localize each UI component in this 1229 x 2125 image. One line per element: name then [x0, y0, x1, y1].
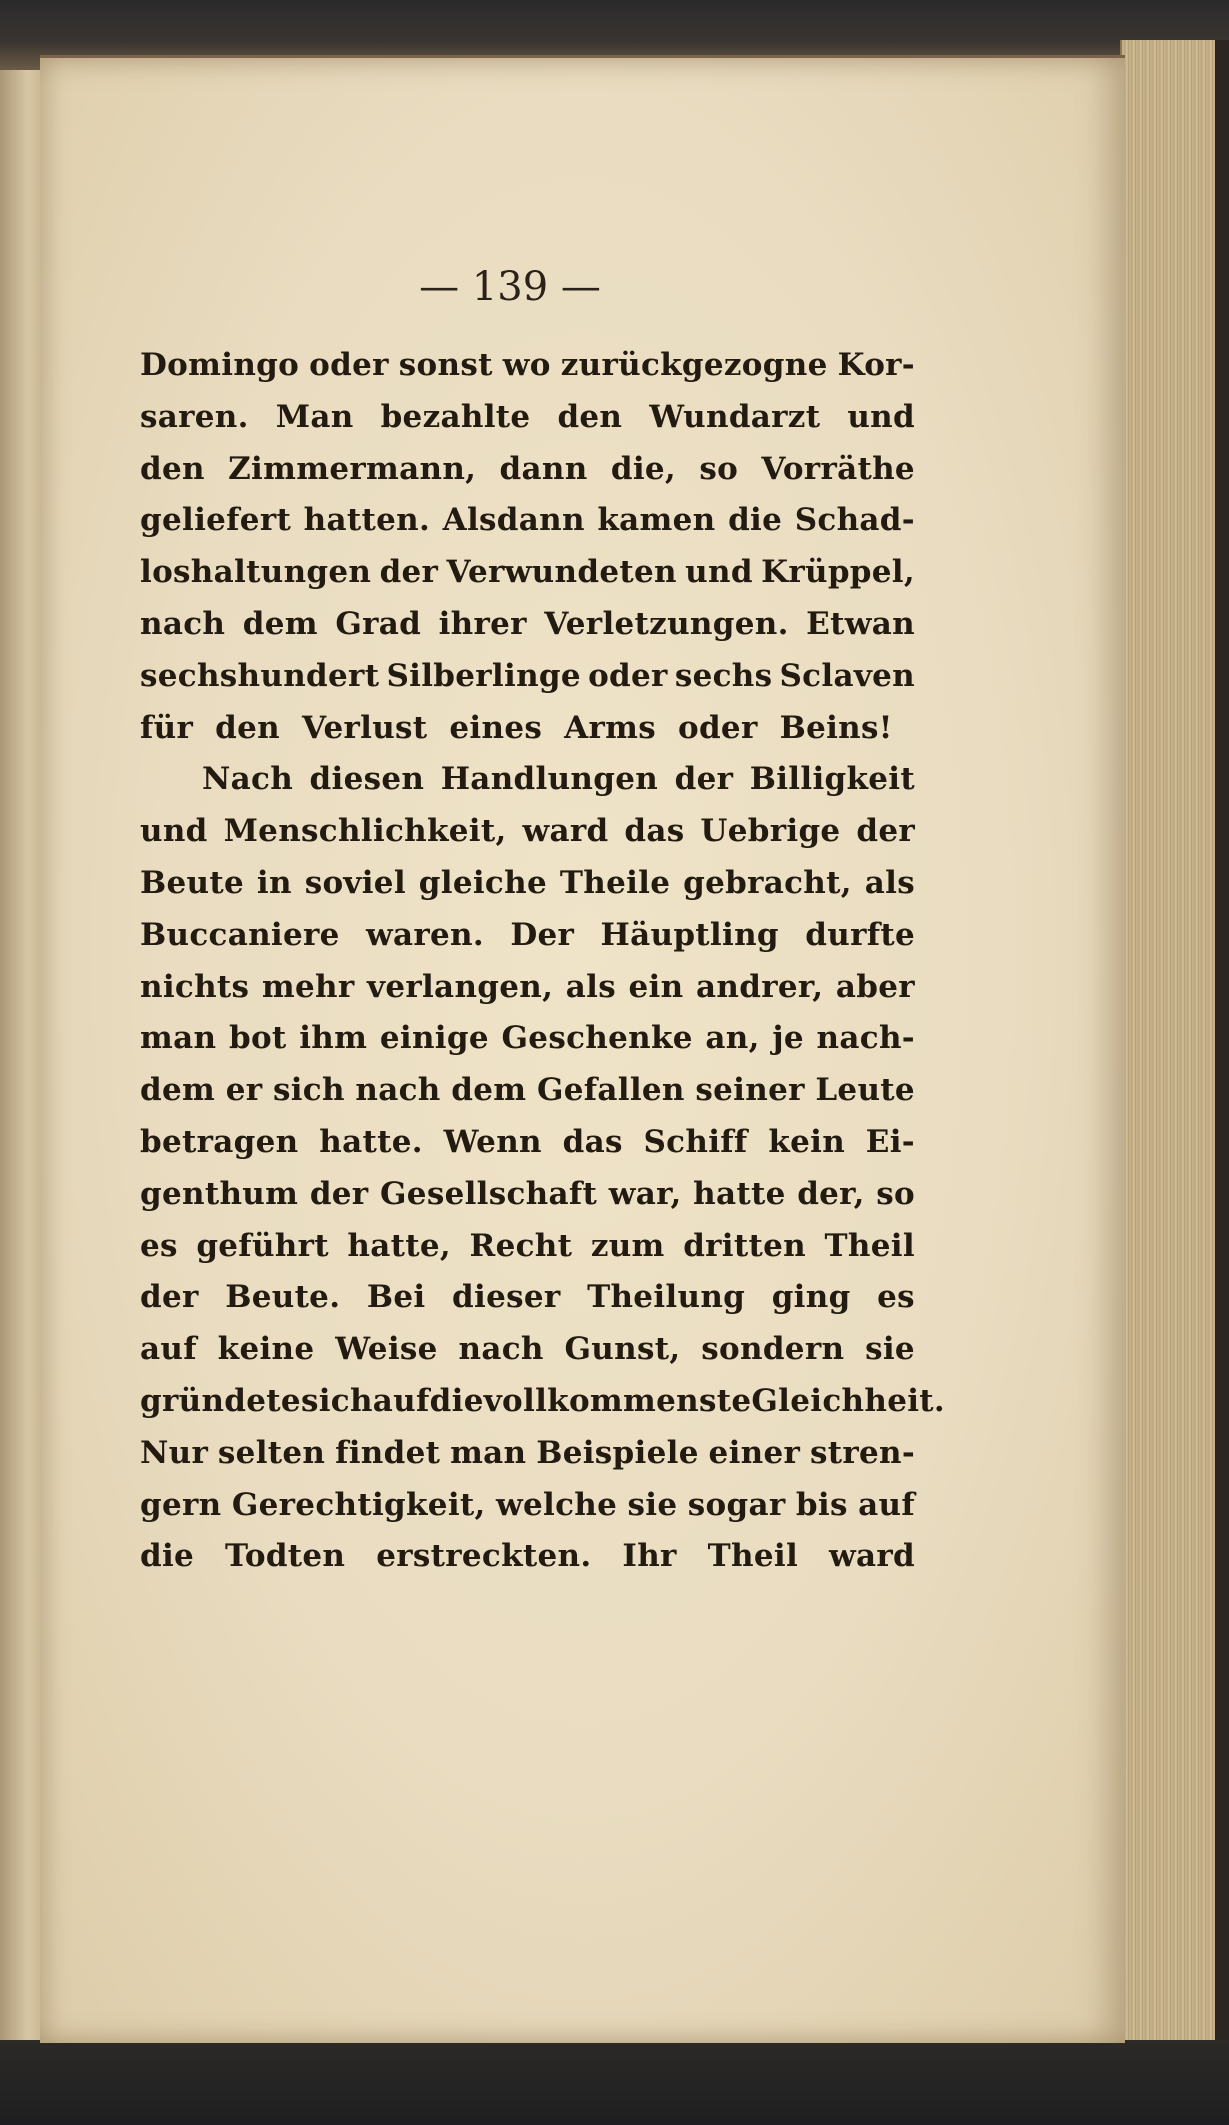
- word: genthum: [140, 1175, 299, 1212]
- word: Weise: [335, 1331, 438, 1368]
- word: Gerechtigkeit,: [231, 1486, 486, 1523]
- text-line: [140, 392, 915, 444]
- word: der: [674, 761, 734, 798]
- word: Geschenke: [501, 1020, 693, 1057]
- word: sie: [865, 1331, 915, 1368]
- word: Theile: [559, 864, 671, 901]
- text-line: [140, 547, 915, 599]
- word: als: [565, 968, 616, 1005]
- word: war,: [608, 1175, 682, 1212]
- word: bis: [795, 1486, 848, 1523]
- word: Ei-: [865, 1123, 915, 1160]
- word: auf: [140, 1331, 197, 1368]
- word: den: [140, 450, 205, 487]
- word: sondern: [701, 1331, 845, 1368]
- word: so: [699, 450, 739, 487]
- text-line: [140, 1169, 915, 1221]
- word: der: [379, 554, 439, 591]
- word: sie: [627, 1486, 678, 1523]
- word: für: [140, 709, 194, 746]
- word: Schiff: [643, 1123, 748, 1160]
- word: zurückgezogne: [560, 347, 828, 383]
- word: sich: [272, 1072, 345, 1109]
- word: an,: [705, 1020, 760, 1057]
- word: gründete: [140, 1382, 301, 1419]
- word: durfte: [805, 916, 915, 953]
- text-line: [140, 962, 915, 1014]
- text-line: [140, 1117, 915, 1169]
- word: kamen: [597, 502, 716, 539]
- word: Nach: [202, 761, 294, 798]
- word: Bei: [366, 1279, 426, 1316]
- word: in: [256, 864, 292, 901]
- word: Grad: [335, 605, 422, 642]
- word: Kor-: [837, 347, 915, 383]
- word: aber: [835, 968, 915, 1005]
- word: kein: [768, 1123, 846, 1160]
- word: dieser: [452, 1279, 561, 1316]
- word: ging: [771, 1279, 851, 1316]
- word: einer: [708, 1434, 801, 1471]
- word: hatte: [693, 1175, 786, 1212]
- word: loshaltungen: [140, 554, 372, 591]
- word: geführt: [196, 1227, 329, 1264]
- word: Nur: [140, 1434, 209, 1471]
- text-line: [140, 1531, 915, 1583]
- word: ein: [628, 968, 684, 1005]
- word: und: [847, 398, 915, 435]
- word: diesen: [309, 761, 425, 798]
- word: gebracht,: [683, 864, 852, 901]
- word: und: [685, 554, 753, 591]
- word: Gunst,: [564, 1331, 681, 1368]
- word: der: [140, 1279, 199, 1316]
- word: Theil: [824, 1227, 915, 1264]
- word: die: [140, 1538, 195, 1575]
- word: man: [140, 1020, 217, 1057]
- text-line: [140, 1428, 915, 1480]
- word: selten: [217, 1434, 326, 1471]
- word: vollkommenste: [483, 1382, 752, 1419]
- word: es: [140, 1227, 178, 1264]
- word: auf: [858, 1486, 915, 1523]
- word: man: [450, 1434, 527, 1471]
- text-line: [140, 910, 915, 962]
- word: Recht: [469, 1227, 573, 1264]
- word: Leute: [815, 1072, 915, 1109]
- page-stack-edges: [1120, 40, 1229, 2040]
- word: das: [624, 813, 685, 850]
- word: dritten: [683, 1227, 806, 1264]
- word: wo: [502, 347, 551, 383]
- word: auf: [372, 1382, 430, 1419]
- word: und: [140, 813, 208, 850]
- word: dem: [451, 1072, 527, 1109]
- word: sechs: [674, 657, 773, 694]
- word: Handlungen: [440, 761, 659, 798]
- word: ihrer: [438, 605, 527, 642]
- text-line: [140, 651, 915, 703]
- word: Schad-: [794, 502, 915, 539]
- word: Wundarzt: [649, 398, 821, 435]
- word: ihm: [299, 1020, 368, 1057]
- word: Buccaniere: [140, 916, 340, 953]
- text-line: [140, 858, 915, 910]
- word: stren-: [809, 1434, 915, 1471]
- word: Verletzungen.: [544, 605, 789, 642]
- word: gleiche: [418, 864, 547, 901]
- word: Der: [510, 916, 575, 953]
- word: Todten: [225, 1538, 346, 1575]
- text-line: [140, 1376, 946, 1428]
- word: erstreckten.: [376, 1538, 592, 1575]
- previous-page-edge: [0, 70, 40, 2060]
- word: zum: [590, 1227, 665, 1264]
- word: andrer,: [696, 968, 824, 1005]
- word: oder: [309, 347, 389, 383]
- word: die,: [610, 450, 677, 487]
- word: Krüppel,: [761, 554, 915, 591]
- word: Zimmermann,: [228, 450, 477, 487]
- word: Gefallen: [536, 1072, 685, 1109]
- text-line: [140, 1480, 915, 1532]
- word: dem: [140, 1072, 216, 1109]
- text-line: [140, 703, 915, 755]
- book-cover-bottom: [0, 2040, 1229, 2125]
- word: das: [562, 1123, 623, 1160]
- word: Sclaven: [779, 657, 915, 694]
- word: Theilung: [587, 1279, 746, 1316]
- word: ward: [828, 1538, 915, 1575]
- word: nach: [458, 1331, 544, 1368]
- word: dem: [242, 605, 318, 642]
- word: die: [429, 1382, 484, 1419]
- word: saren.: [140, 398, 249, 435]
- word: Etwan: [806, 605, 915, 642]
- word: Verwundeten: [446, 554, 677, 591]
- word: hatte.: [319, 1123, 423, 1160]
- word: waren.: [366, 916, 484, 953]
- word: Verlust: [301, 709, 428, 746]
- word: Ihr: [622, 1538, 677, 1575]
- word: Uebrige: [700, 813, 841, 850]
- paragraph-start-line: [140, 754, 915, 806]
- word: gern: [140, 1486, 222, 1523]
- word: eines: [449, 709, 543, 746]
- word: verlangen,: [367, 968, 554, 1005]
- word: sechshundert: [140, 657, 380, 694]
- word: Theil: [707, 1538, 799, 1575]
- word: soviel: [304, 864, 406, 901]
- text-line: [140, 1013, 915, 1065]
- word: Man: [275, 398, 354, 435]
- text-line: [140, 599, 915, 651]
- word: nach: [140, 605, 226, 642]
- word: er: [225, 1072, 263, 1109]
- word: Häuptling: [600, 916, 779, 953]
- word: oder: [677, 709, 758, 746]
- word: den: [557, 398, 623, 435]
- word: hatte,: [347, 1227, 452, 1264]
- word: es: [877, 1279, 915, 1316]
- body-text: [140, 340, 946, 1583]
- word: der: [309, 1175, 369, 1212]
- word: sonst: [398, 347, 493, 383]
- text-line: [140, 1221, 915, 1273]
- word: so: [876, 1175, 915, 1212]
- word: Wenn: [443, 1123, 542, 1160]
- word: sogar: [687, 1486, 786, 1523]
- word: nach-: [816, 1020, 915, 1057]
- word: Vorräthe: [761, 450, 915, 487]
- word: den: [215, 709, 280, 746]
- word: mehr: [261, 968, 355, 1005]
- word: ward: [522, 813, 609, 850]
- word: einige: [379, 1020, 489, 1057]
- text-line: [140, 444, 915, 496]
- word: nach: [355, 1072, 441, 1109]
- word: hatten.: [303, 502, 431, 539]
- text-line: [140, 806, 915, 858]
- word: dann: [499, 450, 588, 487]
- page-number-header: — 139 —: [419, 264, 601, 310]
- word: Domingo: [140, 347, 300, 383]
- text-line: [140, 1324, 915, 1376]
- word: Gleichheit.: [751, 1382, 946, 1419]
- word: Beispiele: [536, 1434, 699, 1471]
- word: geliefert: [140, 502, 292, 539]
- word: als: [864, 864, 915, 901]
- word: Billigkeit: [749, 761, 915, 798]
- word: oder: [588, 657, 668, 694]
- word: findet: [335, 1434, 441, 1471]
- word: Menschlichkeit,: [223, 813, 507, 850]
- word: Gesellschaft: [380, 1175, 598, 1212]
- word: nichts: [140, 968, 250, 1005]
- text-line: [140, 1065, 915, 1117]
- word: Beute: [140, 864, 245, 901]
- word: sich: [300, 1382, 373, 1419]
- word: welche: [496, 1486, 618, 1523]
- word: je: [772, 1020, 804, 1057]
- word: der: [856, 813, 915, 850]
- page-stack-shadow: [1215, 40, 1229, 2040]
- word: bot: [228, 1020, 287, 1057]
- word: Beute.: [225, 1279, 341, 1316]
- word: Beins!: [779, 709, 893, 746]
- word: Alsdann: [442, 502, 585, 539]
- word: keine: [217, 1331, 315, 1368]
- word: Silberlinge: [386, 657, 581, 694]
- word: seiner: [695, 1072, 805, 1109]
- text-line: [140, 1272, 915, 1324]
- word: betragen: [140, 1123, 299, 1160]
- text-line: [140, 340, 915, 392]
- word: der,: [797, 1175, 865, 1212]
- text-line: [140, 495, 915, 547]
- word: Arms: [564, 709, 656, 746]
- word: bezahlte: [380, 398, 531, 435]
- word: die: [728, 502, 783, 539]
